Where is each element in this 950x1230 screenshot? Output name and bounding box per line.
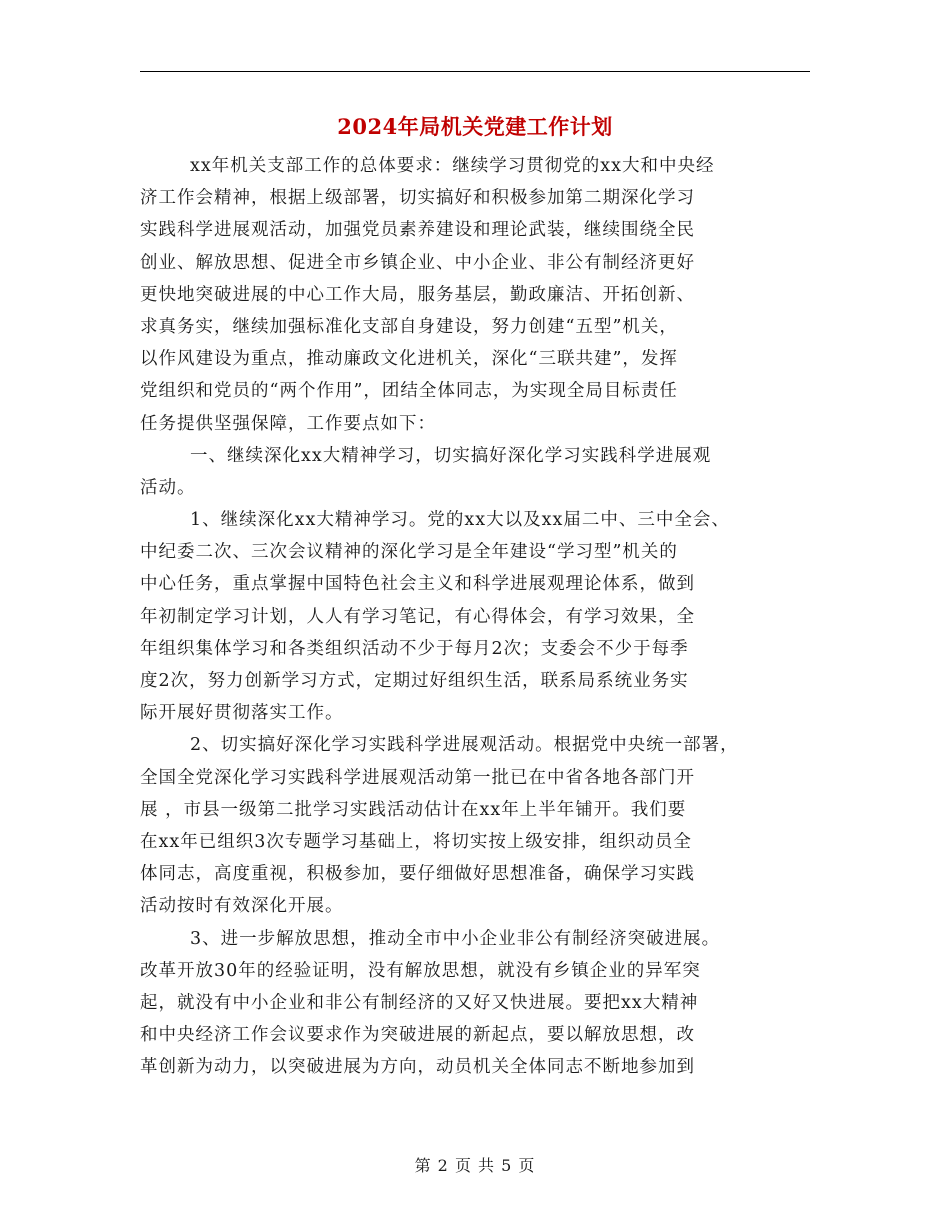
text-line: 中纪委二次、三次会议精神的深化学习是全年建设“学习型”机关的 [140,542,678,563]
text-line: 体同志，高度重视，积极参加，要仔细做好思想准备，确保学习实践 [140,864,695,885]
text-line: 党组织和党员的“两个作用”，团结全体同志，为实现全局目标责任 [140,381,678,402]
text-line: 中心任务，重点掌握中国特色社会主义和科学进展观理论体系，做到 [140,574,695,595]
text-line: 实践科学进展观活动，加强党员素养建设和理论武装，继续围绕全民 [140,220,695,241]
text-line: 活动按时有效深化开展。 [140,896,344,917]
text-line: 活动。 [140,477,196,498]
text-line: 际开展好贯彻落实工作。 [140,703,344,724]
text-line: 起，就没有中小企业和非公有制经济的又好又快进展。要把xx大精神 [140,992,699,1013]
text-line: 度2次，努力创新学习方式，定期过好组织生活，联系局系统业务实 [140,671,689,691]
text-line: 更快地突破进展的中心工作大局，服务基层，勤政廉洁、开拓创新、 [140,284,695,305]
text-line: 2、切实搞好深化学习实践科学进展观活动。根据党中央统一部署， [190,735,739,756]
text-line: xx年机关支部工作的总体要求：继续学习贯彻党的xx大和中央经 [190,156,715,176]
text-line: 创业、解放思想、促进全市乡镇企业、中小企业、非公有制经济更好 [140,252,695,273]
section-heading: 一、继续深化xx大精神学习，切实搞好深化学习实践科学进展观 [190,445,712,466]
page-number: 第 2 页 共 5 页 [414,1156,536,1175]
text-line: 改革开放30年的经验证明，没有解放思想，就没有乡镇企业的异军突 [140,960,701,981]
text-line: 在xx年已组织3次专题学习基础上，将切实按上级安排，组织动员全 [140,831,692,852]
text-line: 3、进一步解放思想，推动全市中小企业非公有制经济突破进展。 [190,928,721,949]
header-rule [140,71,810,72]
text-line: 年初制定学习计划，人人有学习笔记，有心得体会，有学习效果，全 [140,606,695,627]
document-body [140,150,840,1083]
text-line: 展 ，市县一级第二批学习实践活动估计在xx年上半年铺开。我们要 [140,799,687,820]
text-line: 任务提供坚强保障，工作要点如下： [140,413,436,434]
text-line: 全国全党深化学习实践科学进展观活动第一批已在中省各地各部门开 [140,767,695,788]
text-line: 和中央经济工作会议要求作为突破进展的新起点，要以解放思想，改 [140,1025,695,1046]
text-line: 求真务实，继续加强标准化支部自身建设，努力创建“五型”机关， [140,316,678,337]
text-line: 1、继续深化xx大精神学习。党的xx大以及xx届二中、三中全会、 [190,510,730,531]
text-line: 革创新为动力，以突破进展为方向，动员机关全体同志不断地参加到 [140,1057,695,1078]
document-title: 2024年局机关党建工作计划 [337,114,613,139]
text-line: 以作风建设为重点，推动廉政文化进机关，深化“三联共建”，发挥 [140,349,678,370]
text-line: 济工作会精神，根据上级部署，切实搞好和积极参加第二期深化学习 [140,188,695,209]
text-line: 年组织集体学习和各类组织活动不少于每月2次；支委会不少于每季 [140,638,689,659]
